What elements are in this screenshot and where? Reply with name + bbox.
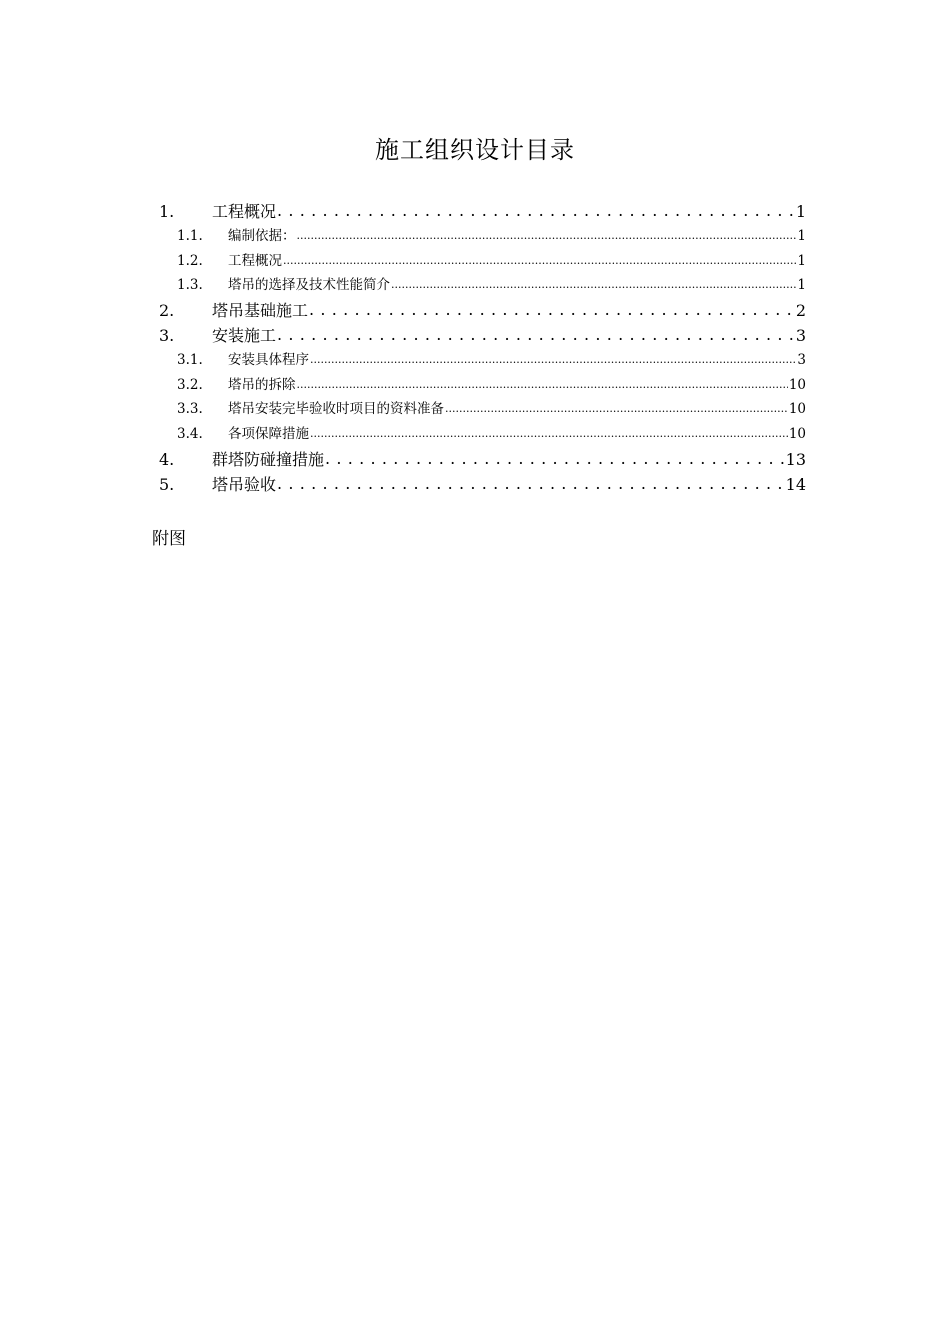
dot-leader — [277, 325, 795, 344]
toc-entry[interactable] — [150, 348, 806, 373]
dot-leader — [310, 425, 788, 441]
appendix-label: 附图 — [152, 529, 186, 549]
toc-title: 工程概况 — [212, 202, 277, 221]
toc-title: 塔吊的拆除 — [228, 376, 296, 393]
toc-entry[interactable] — [150, 199, 806, 224]
toc-entry[interactable] — [150, 472, 806, 497]
toc-page-number: 2 — [795, 301, 806, 321]
toc-title: 安装具体程序 — [228, 351, 309, 368]
toc-number: 3.1. — [177, 351, 203, 368]
dot-leader — [283, 252, 796, 268]
toc-number: 2. — [159, 301, 175, 321]
toc-title: 塔吊基础施工 — [212, 301, 309, 321]
toc-entry[interactable] — [150, 397, 806, 422]
toc-number: 1.2. — [177, 252, 203, 269]
page-title: 施工组织设计目录 — [375, 136, 575, 164]
toc-entry[interactable] — [150, 323, 806, 348]
toc-number: 3.4. — [177, 426, 203, 443]
toc-page-number: 10 — [788, 426, 806, 443]
dot-leader — [325, 449, 785, 468]
toc-page-number: 3 — [797, 351, 806, 368]
dot-leader — [445, 400, 788, 416]
toc-number: 4. — [159, 449, 175, 469]
toc-page-number: 10 — [788, 401, 806, 418]
toc-entry[interactable] — [150, 273, 806, 298]
toc-entry[interactable] — [150, 298, 806, 323]
dot-leader — [297, 227, 797, 243]
toc-page-number: 1 — [795, 202, 806, 221]
toc-number: 3.3. — [177, 401, 203, 418]
toc-entry[interactable] — [150, 422, 806, 447]
toc-number: 3. — [159, 325, 175, 345]
dot-leader — [277, 474, 785, 493]
toc-entry[interactable] — [150, 224, 806, 249]
toc-number: 1.1. — [177, 227, 203, 244]
toc-title: 塔吊的选择及技术性能简介 — [228, 277, 390, 294]
toc-page-number: 1 — [797, 277, 806, 294]
dot-leader — [309, 300, 795, 319]
toc-entry[interactable] — [150, 373, 806, 398]
toc-number: 1.3. — [177, 277, 203, 294]
toc-title: 安装施工 — [212, 325, 277, 345]
dot-leader — [277, 201, 795, 220]
dot-leader — [391, 276, 796, 292]
toc-page-number: 10 — [788, 376, 806, 393]
toc-entry[interactable] — [150, 249, 806, 274]
toc-title: 群塔防碰撞措施 — [212, 449, 325, 469]
table-of-contents — [150, 199, 806, 497]
toc-page-number: 3 — [795, 325, 806, 345]
toc-title: 编制依据： — [228, 227, 296, 244]
toc-entry[interactable] — [150, 447, 806, 472]
toc-number: 1. — [159, 202, 175, 221]
dot-leader — [297, 376, 788, 392]
dot-leader — [310, 351, 796, 367]
toc-title: 各项保障措施 — [228, 426, 309, 443]
toc-number: 5. — [159, 474, 175, 494]
toc-number: 3.2. — [177, 376, 203, 393]
toc-page-number: 1 — [797, 252, 806, 269]
toc-page-number: 14 — [785, 474, 806, 494]
toc-title: 工程概况 — [228, 252, 282, 269]
toc-title: 塔吊安装完毕验收时项目的资料准备 — [228, 401, 444, 418]
toc-page-number: 1 — [797, 227, 806, 244]
toc-page-number: 13 — [785, 449, 806, 469]
toc-title: 塔吊验收 — [212, 474, 277, 494]
